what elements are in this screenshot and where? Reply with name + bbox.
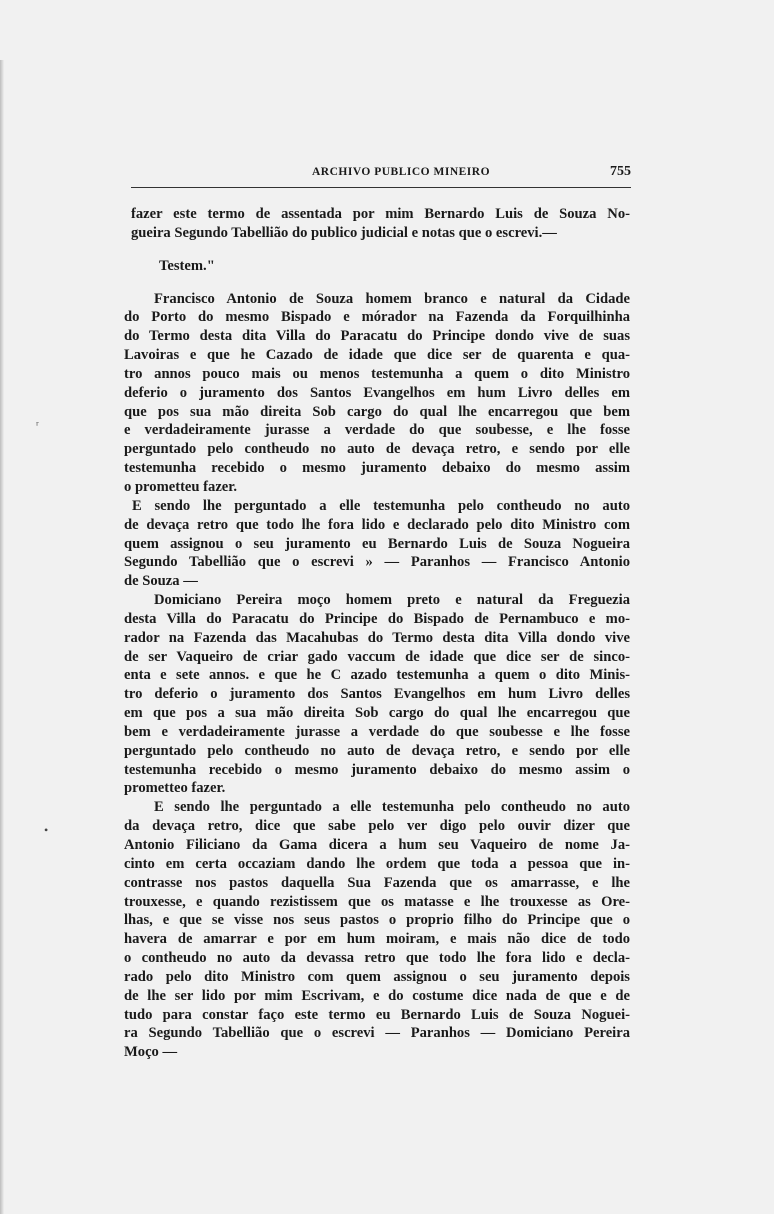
text-line: o prometteu fazer. bbox=[124, 478, 238, 495]
text-line: cinto em certa occaziam dando lhe ordem que toda a pessoa que in- bbox=[124, 855, 630, 872]
text-line: em que pos a sua mão direita Sob cargo do qual lhe encarregou que bbox=[124, 705, 630, 722]
text-line: Segundo Tabellião que o escrevi » — Paranhos — Francisco Antonio bbox=[124, 554, 630, 571]
page-header bbox=[131, 164, 631, 188]
paragraph-testimony-1 bbox=[124, 497, 630, 591]
text-line: perguntado pelo contheudo no auto de devaça retro, e sendo por elle bbox=[124, 441, 630, 458]
text-line: perguntado pelo contheudo no auto de devaça retro, e sendo por elle bbox=[124, 742, 630, 759]
text-line: Moço — bbox=[124, 1044, 178, 1061]
text-line: prometteo fazer. bbox=[124, 780, 226, 797]
text-line: Domiciano Pereira moço homem preto e natural da Freguezia bbox=[154, 592, 630, 609]
margin-mark: • bbox=[44, 823, 49, 837]
text-line: trouxesse, e quando rezistissem que os matasse e lhe trouxesse as Ore- bbox=[124, 893, 630, 910]
text-line: Testem." bbox=[159, 257, 215, 274]
text-line: rador na Fazenda das Macahubas do Termo desta dita Villa dondo vive bbox=[124, 629, 630, 646]
text-line: e verdadeiramente jurasse a verdade do que soubesse, e lhe fosse bbox=[124, 422, 630, 439]
text-line: tro deferio o juramento dos Santos Evangelhos em hum Livro delles bbox=[124, 686, 630, 703]
spacer bbox=[124, 243, 630, 257]
text-line: fazer este termo de assentada por mim Bernardo Luis de Souza No- bbox=[131, 206, 630, 222]
text-line: tro annos pouco mais ou menos testemunha a quem o dito Ministro bbox=[124, 365, 630, 382]
text-line: enta e sete annos. e que he C azado testemunha a quem o dito Minis- bbox=[124, 667, 630, 684]
text-line: que pos sua mão direita Sob cargo do qual lhe encarregou que bem bbox=[124, 403, 630, 420]
text-line: testemunha recebido o mesmo juramento debaixo do mesmo assim bbox=[124, 460, 630, 477]
text-line: de lhe ser lido por mim Escrivam, e do costume dice nada de que e de bbox=[124, 987, 630, 1004]
text-line: de ser Vaqueiro de criar gado vaccum de idade que dice ser de sinco- bbox=[124, 648, 630, 665]
text-line: da devaça retro, dice que sabe pelo ver digo pelo ouvir dizer que bbox=[124, 818, 630, 835]
text-line: gueira Segundo Tabellião do publico judicial e notas que o escrevi.— bbox=[131, 224, 557, 241]
paragraph-continuation bbox=[124, 205, 630, 243]
page-edge-shadow bbox=[0, 60, 4, 1214]
text-line: havera de amarrar e por em hum moiram, e mais não dice de todo bbox=[124, 931, 630, 948]
text-line: bem e verdadeiramente jurasse a verdade do que soubesse e lhe fosse bbox=[124, 723, 630, 740]
text-line: de devaça retro que todo lhe fora lido e declarado pelo dito Ministro com bbox=[124, 516, 630, 533]
text-line: E sendo lhe perguntado a elle testemunha pelo contheudo no auto bbox=[154, 799, 630, 816]
paragraph-witness-2 bbox=[124, 591, 630, 798]
page-number: 755 bbox=[610, 164, 631, 179]
text-line: quem assignou o seu juramento eu Bernardo Luis de Souza Nogueira bbox=[124, 535, 630, 552]
text-line: testemunha recebido o mesmo juramento debaixo do mesmo assim o bbox=[124, 761, 630, 778]
body-text bbox=[124, 205, 630, 1062]
text-line: tudo para constar faço este termo eu Bernardo Luis de Souza Noguei- bbox=[124, 1006, 630, 1023]
text-line: do Porto do mesmo Bispado e mórador na Fazenda da Forquilhinha bbox=[124, 309, 630, 326]
text-line: do Termo desta dita Villa do Paracatu do Principe dondo vive de suas bbox=[124, 328, 630, 345]
testem-line bbox=[124, 257, 630, 276]
text-line: rado pelo dito Ministro com quem assignou o seu juramento depois bbox=[124, 968, 630, 985]
text-line: Francisco Antonio de Souza homem branco e natural da Cidade bbox=[154, 290, 630, 307]
margin-mark: ʳ bbox=[36, 418, 39, 432]
text-line: o contheudo no auto da devassa retro que todo lhe fora lido e decla- bbox=[124, 950, 630, 967]
text-line: de Souza — bbox=[124, 573, 198, 590]
running-title: ARCHIVO PUBLICO MINEIRO bbox=[311, 166, 491, 178]
text-line: contrasse nos pastos daquella Sua Fazenda que os amarrasse, e lhe bbox=[124, 874, 630, 891]
text-line: desta Villa do Paracatu do Principe do Bispado de Pernambuco e mo- bbox=[124, 610, 630, 627]
spacer bbox=[124, 276, 630, 290]
text-line: Lavoiras e que he Cazado de idade que dice ser de quarenta e qua- bbox=[124, 347, 630, 364]
paragraph-witness-1 bbox=[124, 290, 630, 497]
paragraph-testimony-2 bbox=[124, 798, 630, 1062]
text-line: E sendo lhe perguntado a elle testemunha pelo contheudo no auto bbox=[132, 497, 630, 514]
text-line: deferio o juramento dos Santos Evangelhos em hum Livro delles em bbox=[124, 384, 630, 401]
text-line: ra Segundo Tabellião que o escrevi — Paranhos — Domiciano Pereira bbox=[124, 1025, 630, 1042]
header-rule bbox=[131, 187, 631, 188]
text-line: lhas, e que se visse nos seus pastos o proprio filho do Principe que o bbox=[124, 912, 630, 929]
text-line: Antonio Filiciano da Gama dicera a hum seu Vaqueiro de nome Ja- bbox=[124, 837, 630, 853]
